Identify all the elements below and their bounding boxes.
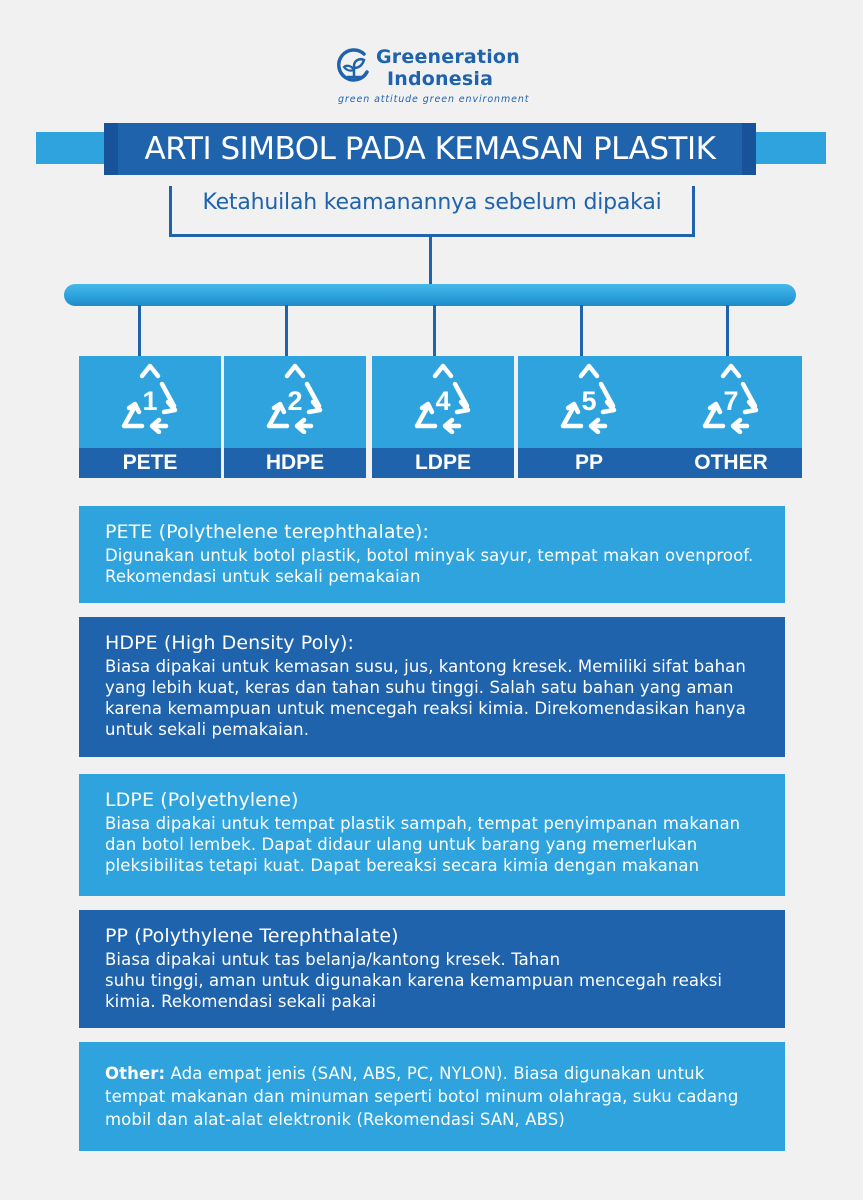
info-text-line: Digunakan untuk botol plastik, botol minyak sayur, tempat makan ovenproof. [105, 546, 754, 565]
symbol-label: HDPE [224, 448, 366, 478]
subtitle: Ketahuilah keamanannya sebelum dipakai [202, 190, 662, 215]
connector-line [138, 305, 141, 357]
info-text-line: kimia. Rekomendasi sekali pakai [105, 992, 377, 1011]
info-heading: LDPE (Polyethylene) [105, 789, 299, 811]
info-box-pete [79, 506, 785, 603]
info-text-line: Biasa dipakai untuk tas belanja/kantong kresek. Tahan [105, 950, 561, 969]
info-text-line: tempat makanan dan minuman seperti botol minum olahraga, suku cadang [105, 1087, 739, 1106]
connector-bar [64, 284, 796, 306]
info-box-pp [79, 910, 785, 1028]
info-text-line: suhu tinggi, aman untuk digunakan karena kemampuan mencegah reaksi [105, 971, 723, 990]
connector-line [429, 234, 432, 286]
info-text-line: Rekomendasi untuk sekali pemakaian [105, 567, 421, 586]
info-heading: HDPE (High Density Poly): [105, 632, 355, 654]
symbol-label: LDPE [372, 448, 514, 478]
info-box-other [79, 1042, 785, 1151]
symbol-card-ldpe [372, 356, 514, 478]
info-heading: PP (Polythylene Terephthalate) [105, 925, 399, 947]
symbol-number: 4 [435, 386, 451, 416]
title-ribbon-right [744, 132, 826, 164]
info-text-line: Biasa dipakai untuk kemasan susu, jus, kantong kresek. Memiliki sifat bahan [105, 657, 746, 676]
symbol-number: 5 [581, 386, 597, 416]
info-text-line: untuk sekali pemakaian. [105, 720, 310, 739]
connector-line [580, 305, 583, 357]
leaf-logo-icon [334, 46, 374, 92]
symbol-card-pp [518, 356, 660, 478]
info-text-line: dan botol lembek. Dapat didaur ulang untuk barang yang memerlukan [105, 835, 698, 854]
symbol-number: 2 [287, 386, 303, 416]
connector-line [285, 305, 288, 357]
page-title: ARTI SIMBOL PADA KEMASAN PLASTIK [110, 123, 750, 175]
logo-name-line1: Greeneration [376, 46, 520, 68]
logo-name-line2: Indonesia [387, 68, 494, 90]
connector-line [433, 305, 436, 357]
info-text-line: yang lebih kuat, keras dan tahan suhu tinggi. Salah satu bahan yang aman [105, 678, 734, 697]
symbol-card-pete [79, 356, 221, 478]
info-text-line: mobil dan alat-alat elektronik (Rekomendasi SAN, ABS) [105, 1110, 565, 1129]
info-heading: PETE (Polythelene terephthalate): [105, 521, 430, 543]
symbol-number: 1 [142, 386, 158, 416]
symbol-card-other [660, 356, 802, 478]
info-text-line: pleksibilitas tetapi kuat. Dapat bereaksi secara kimia dengan makanan [105, 856, 700, 875]
symbol-label: OTHER [660, 448, 802, 478]
logo [334, 46, 534, 106]
logo-tagline: green attitude green environment [338, 94, 530, 105]
info-text-line: Ada empat jenis (SAN, ABS, PC, NYLON). Biasa digunakan untuk [165, 1064, 705, 1083]
other-label: Other: [105, 1064, 166, 1083]
symbol-number: 7 [723, 386, 739, 416]
symbol-label: PP [518, 448, 660, 478]
info-box-hdpe [79, 617, 785, 757]
info-text-line: karena kemampuan untuk mencegah reaksi kimia. Direkomendasikan hanya [105, 699, 746, 718]
symbol-card-hdpe [224, 356, 366, 478]
info-text-line: Biasa dipakai untuk tempat plastik sampah, tempat penyimpanan makanan [105, 814, 741, 833]
info-box-ldpe [79, 774, 785, 896]
symbol-label: PETE [79, 448, 221, 478]
connector-line [726, 305, 729, 357]
